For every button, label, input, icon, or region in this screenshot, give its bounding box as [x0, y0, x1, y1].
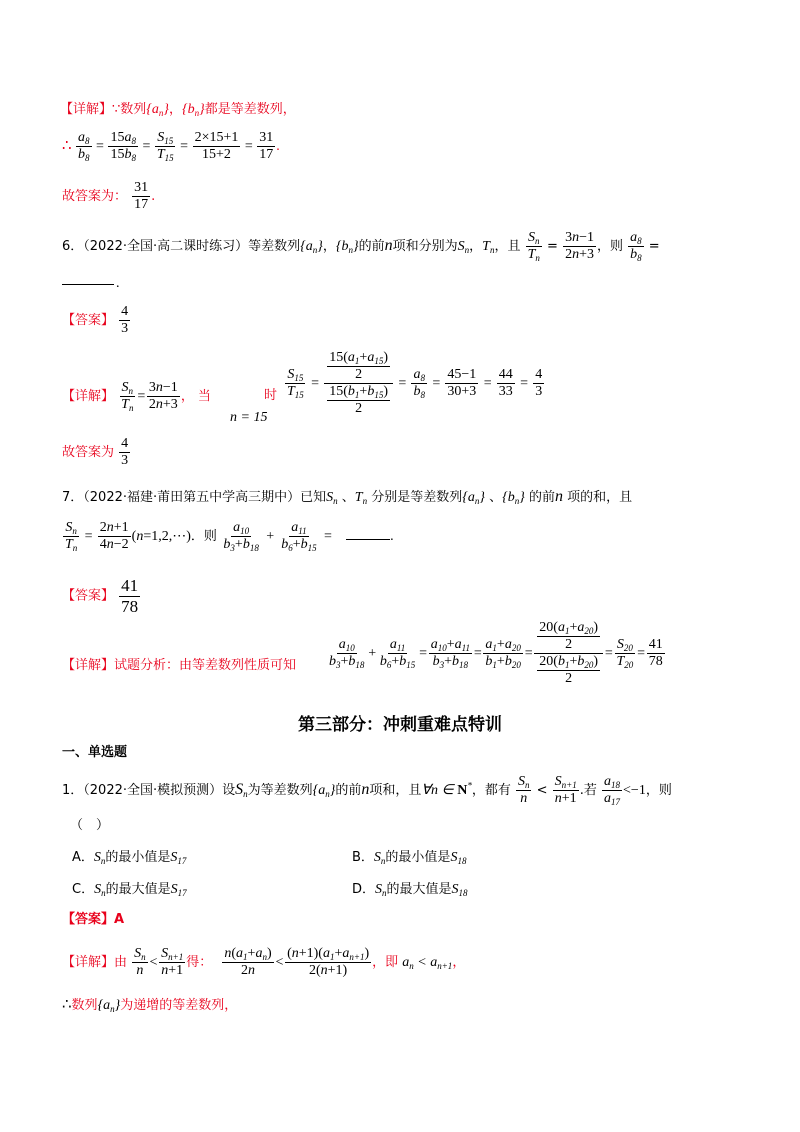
q6-number: 6．: [62, 239, 84, 255]
seq-b: $\{b_n\}$: [182, 102, 205, 118]
q6-final-line: [62, 436, 131, 469]
mc1-stem-a: 设: [222, 783, 236, 799]
q6-when: 当: [197, 389, 211, 405]
mc1-detail-c: ，即: [372, 955, 399, 971]
mc1-therefore: ∴: [62, 995, 72, 1013]
because-text: ∵数列: [112, 102, 147, 117]
q6-when-time: 时: [264, 388, 278, 403]
q6-answer-line: [62, 304, 131, 337]
mc1-detail-b: 得：: [186, 955, 213, 971]
q6-stem-c: 项和分别为: [392, 239, 458, 255]
option-b[interactable]: B．$S_n$的最小值是$S_{18}$: [352, 850, 467, 866]
mc1-detail-line: 【详解】由 $\frac{S_n}{n}$ < $\frac{S_{n+1}}{n+1}$ 得： $\frac{n(a_1+a_n)}{2n}$ < $\frac{(n+1)(a_1+a_{n+1})}{2(n+1)}$ ，即 $a_n < a_{n+1}$，: [62, 946, 466, 979]
q7-stem-e: ．则: [190, 528, 217, 544]
q7-detail-label-line: [62, 654, 296, 673]
mc1-conclusion: ∴数列$\{a_n\}$为递增的等差数列，: [62, 995, 238, 1014]
q7-source: （2022·福建·莆田第五中学高三期中）: [83, 490, 301, 505]
option-d-text: 的最大值是: [386, 882, 452, 897]
option-a-letter: A．: [72, 850, 94, 865]
detail-label: 【详解】: [60, 102, 113, 117]
q7-analysis: 试题分析：由等差数列性质可知: [114, 658, 297, 673]
mc1-stem-g: ，则: [645, 783, 672, 799]
q7-stem-d: 项的和，且: [567, 490, 633, 505]
mc1-stem: 1．（2022·全国·模拟预测）设$S_n$为等差数列$\{a_n\}$的前n项和，且∀n ∈ N*，都有 $\frac{S_n}{n}$ < $\frac{S_{n+1}}{n+1}$ .若 $\frac{a_{18}}{a_{17}}$ <−1，则: [62, 774, 672, 808]
q7-number: 7．: [62, 490, 84, 505]
mc1-conclusion-b: 为递增的等差数列，: [120, 998, 238, 1013]
mc1-stem-e: ，都有: [471, 783, 511, 799]
therefore-symbol: ∴: [62, 137, 72, 154]
q7-detail-equation: $\frac{a_{10}}{b_3+b_{18}}$ + $\frac{a_{11}}{b_6+b_{15}}$ = $\frac{a_{10}+a_{11}}{b_3+b_{18}}$ = $\frac{a_1+a_{20}}{b_1+b_{20}}$ = $\frac{\frac{20(a_1+a_{20})}{2}}{\frac{20(b_1+b_{20})}{2}}$ = $\frac{S_{20}}{T_{20}}$ = $\frac{41}{78}$: [329, 620, 663, 687]
q7-detail-label: 【详解】: [62, 658, 115, 673]
q6-final-text: 故答案为: [62, 445, 115, 461]
seq-a: $\{a_n\}$: [146, 102, 170, 118]
q6-stem-a: 等差数列: [248, 239, 301, 255]
q6-stem-d: 且: [507, 239, 521, 255]
q6-stem-b: 的前: [358, 239, 385, 255]
mc1-number: 1．: [62, 783, 84, 799]
q7-answer-fraction: $\frac{41}{78}$: [121, 576, 139, 616]
q7-answer-line: [62, 576, 141, 616]
q6-final-fraction: $\frac{4}{3}$: [121, 436, 129, 469]
option-b-letter: B．: [352, 850, 374, 865]
mc1-answer-line: [62, 908, 124, 927]
mc1-stem-b: 为等差数列: [247, 783, 313, 799]
section-single-choice: 一、单选题: [62, 745, 128, 760]
q7-answer-label: 【答案】: [62, 588, 115, 604]
mc1-answer-label: 【答案】: [62, 912, 115, 927]
mc1-stem-f: 若: [583, 783, 597, 799]
q6-answer-fraction: $\frac{4}{3}$: [121, 304, 129, 337]
part3-title: 第三部分：冲刺重难点特训: [298, 715, 502, 735]
q6-answer-label: 【答案】: [62, 313, 115, 329]
q6-detail-label: 【详解】: [62, 389, 115, 405]
mc1-stem-c: 的前: [335, 783, 362, 799]
mc1-source: （2022·全国·模拟预测）: [83, 783, 223, 799]
q6-detail-line: 【详解】 $\frac{S_n}{T_n}$ = $\frac{3n-1}{2n+3}$ ， 当: [62, 380, 211, 414]
option-c-letter: C．: [72, 882, 95, 897]
q7-stem-a: 已知: [300, 490, 327, 505]
q7-stem-c: 的前: [528, 490, 555, 505]
option-a-text: 的最小值是: [105, 850, 171, 865]
mc1-detail-a: 由: [114, 955, 128, 971]
mc1-detail-label: 【详解】: [62, 955, 115, 971]
q7-stem-b: 分别是等差数列: [371, 490, 463, 505]
option-c[interactable]: C．$S_n$的最大值是$S_{17}$: [72, 882, 187, 898]
q7-stem-line1: 7．（2022·福建·莆田第五中学高三期中）已知$S_n$ 、$T_n$ 分别是等差数列$\{a_n\}$ 、$\{b_n\}$ 的前n 项的和，且: [62, 488, 633, 506]
q5-answer-line: 故答案为： $\frac{31}{17}$ .: [62, 180, 156, 213]
option-d-letter: D．: [352, 882, 376, 897]
mc1-stem-d: 项和，且: [369, 783, 422, 799]
mc1-answer: A: [114, 912, 125, 927]
q6-stem: 6．（2022·全国·高二课时练习）等差数列$\{a_n\}$，$\{b_n\}$的前n项和分别为$S_n$，$T_n$，且 $\frac{S_n}{T_n}$ = $\frac{3n-1}{2n+3}$ ，则 $\frac{a_8}{b_8}$ =: [62, 230, 660, 264]
mc1-paren: （ ）: [70, 818, 110, 833]
mc1-conclusion-a: 数列: [71, 998, 98, 1013]
answer-text: 故答案为：: [62, 189, 128, 205]
option-b-text: 的最小值是: [385, 850, 451, 865]
answer-fraction: $\frac{31}{17}$: [134, 180, 149, 213]
option-d[interactable]: D．$S_n$的最大值是$S_{18}$: [352, 882, 468, 898]
q6-n-value: n = 15: [230, 410, 268, 425]
q5-ratio-equation: ∴ $\frac{a_8}{b_8}$ = $\frac{15a_8}{15b_8}$ = $\frac{S_{15}}{T_{15}}$ = $\frac{2\times 15+1}{15+2}$ = $\frac{31}{17}$ .: [62, 130, 280, 164]
detail-line-q5: 【详解】∵数列$\{a_n\}$，$\{b_n\}$都是等差数列，: [60, 102, 296, 118]
q6-detail-equation: $\frac{S_{15}}{T_{15}}$ = $\frac{\frac{15(a_1+a_{15})}{2}}{\frac{15(b_1+b_{15})}{2}}$ = $\frac{a_8}{b_8}$ = $\frac{45-1}{30+3}$ = $\frac{44}{33}$ = $\frac{4}{3}$: [287, 350, 543, 417]
q7-stem-line2: $\frac{S_n}{T_n}$ = $\frac{2n+1}{4n-2}$ (n=1,2,⋯)．则 $\frac{a_{10}}{b_3+b_{18}}$ + $\frac{a_{11}}{b_6+b_{15}}$ = .: [65, 520, 394, 554]
option-a[interactable]: A．$S_n$的最小值是$S_{17}$: [72, 850, 187, 866]
q6-source: （2022·全国·高二课时练习）: [83, 239, 249, 255]
option-c-text: 的最大值是: [105, 882, 171, 897]
q6-blank: [62, 284, 114, 285]
q6-stem-e: ，则: [597, 239, 624, 255]
